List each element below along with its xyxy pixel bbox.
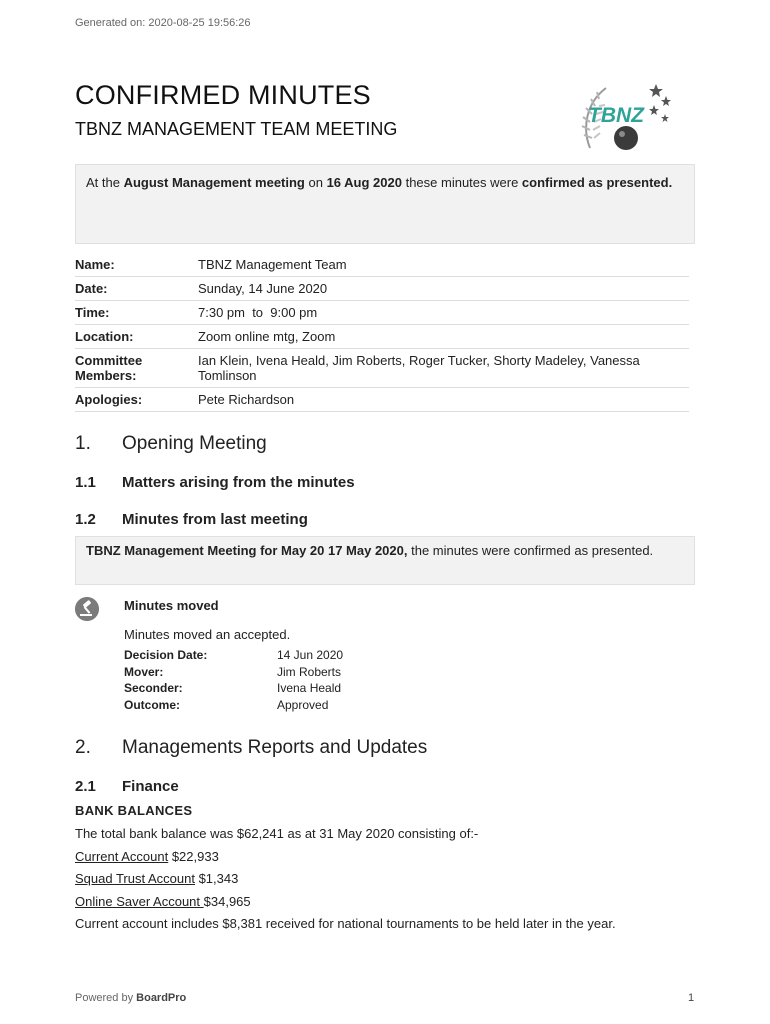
total-balance-text: The total bank balance was $62,241 as at 31 May 2020 consisting of:- [75,826,479,841]
confirmation-box: At the August Management meeting on 16 Aug 2020 these minutes were confirmed as presented. [75,164,695,244]
page-title: CONFIRMED MINUTES [75,80,371,110]
meeting-details [75,253,689,412]
motion-row-decision: Decision Date: 14 Jun 2020 [124,648,344,662]
detail-row-name: Name: TBNZ Management Team [75,253,689,277]
page-number: 1 [688,992,695,1004]
detail-row-date: Date: Sunday, 14 June 2020 [75,277,689,301]
motion-title: Minutes moved [124,598,219,613]
footer-powered-by: Powered by BoardPro [75,992,187,1004]
section-2-heading: 2. Managements Reports and Updates [75,737,428,758]
section-2-1-heading: 2.1 Finance [75,778,179,795]
current-account-note: Current account includes $8,381 received for national tournaments to be held later in the year. [75,916,616,931]
section-1-1-heading: 1.1 Matters arising from the minutes [75,474,355,491]
tbnz-logo [578,78,678,158]
page-subtitle: TBNZ MANAGEMENT TEAM MEETING [75,119,398,139]
confirm-status: confirmed as presented. [521,175,673,190]
motion-row-outcome: Outcome: Approved [124,697,329,712]
minutes-confirmation-box: TBNZ Management Meeting for May 20 17 May 2020, the minutes were confirmed as presented. [75,536,695,585]
detail-row-apologies: Apologies: Pete Richardson [75,388,689,412]
confirm-date: 16 Aug 2020 [326,175,402,190]
logo-text: TBNZ [588,104,644,127]
motion-row-seconder: Seconder: Ivena Heald [124,681,342,695]
bank-balances-heading: BANK BALANCES [75,803,193,818]
online-saver-line: Online Saver Account $34,965 [75,894,251,909]
detail-row-location: Location: Zoom online mtg, Zoom [75,325,689,349]
meeting-name: August Management meeting [123,175,305,190]
section-1-heading: 1. Opening Meeting [75,433,267,454]
detail-row-time: Time: 7:30 pm to 9:00 pm [75,301,689,325]
gavel-icon [75,597,99,621]
boardpro-brand: BoardPro [136,992,187,1004]
detail-row-committee: Committee Members: Ian Klein, Ivena Heald, Jim Roberts, Roger Tucker, Shorty Madeley, Vanessa Tomlinson [75,349,689,388]
generated-timestamp: Generated on: 2020-08-25 19:56:26 [75,17,251,29]
current-account-line: Current Account $22,933 [75,849,219,864]
squad-trust-line: Squad Trust Account $1,343 [75,871,239,886]
motion-description: Minutes moved an accepted. [124,627,291,642]
motion-details [124,647,343,713]
motion-row-mover: Mover: Jim Roberts [124,664,342,679]
section-1-2-heading: 1.2 Minutes from last meeting [75,511,308,528]
ball-icon [614,126,638,150]
stars-icon [649,84,671,122]
